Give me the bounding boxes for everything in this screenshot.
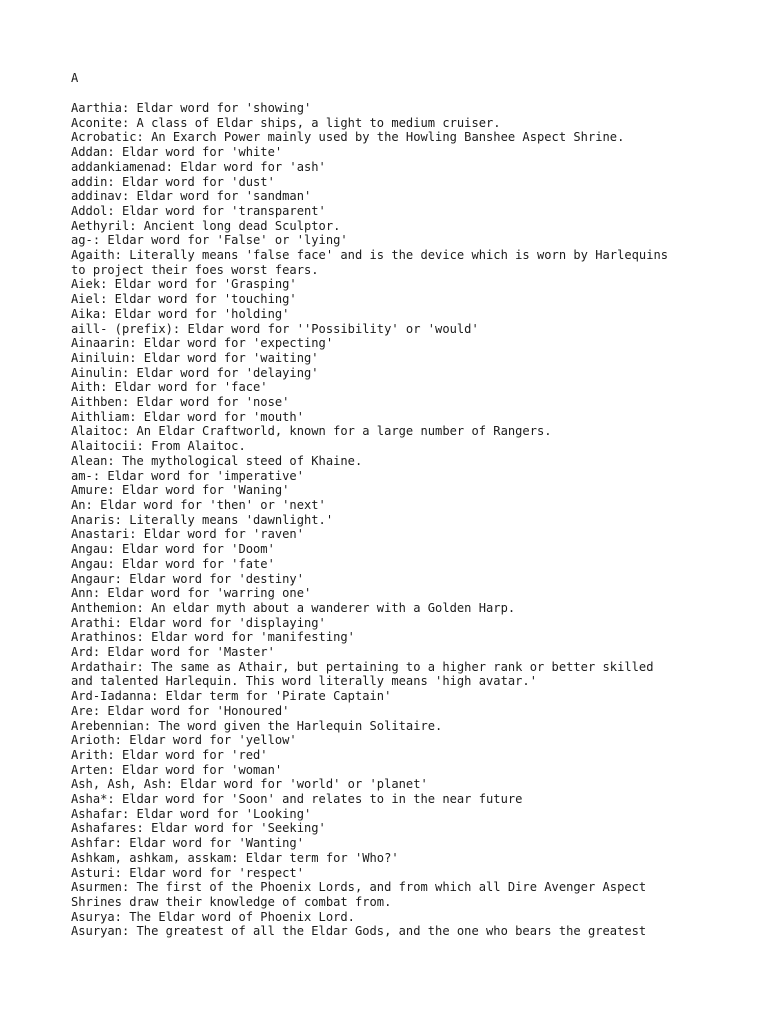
glossary-entry-list — [71, 101, 761, 939]
glossary-entry: Ainaarin: Eldar word for 'expecting' — [71, 336, 334, 351]
glossary-entry: Anaris: Literally means 'dawnlight.' — [71, 512, 334, 527]
glossary-entry: aill- (prefix): Eldar word for ''Possibility' or 'would' — [71, 321, 479, 336]
glossary-entry: Asurmen: The first of the Phoenix Lords, and from which all Dire Avenger Aspect Shrines draw their knowledge of combat from. — [71, 880, 647, 909]
glossary-entry: Asha*: Eldar word for 'Soon' and relates to in the near future — [71, 792, 523, 807]
glossary-entry: Angau: Eldar word for 'fate' — [71, 556, 275, 571]
glossary-entry: Alaitocii: From Alaitoc. — [71, 439, 246, 454]
glossary-entry: Aithben: Eldar word for 'nose' — [71, 395, 290, 410]
glossary-entry: Aiek: Eldar word for 'Grasping' — [71, 277, 297, 292]
glossary-entry: Addan: Eldar word for 'white' — [71, 145, 283, 160]
glossary-entry: An: Eldar word for 'then' or 'next' — [71, 497, 326, 512]
glossary-entry: Arathi: Eldar word for 'displaying' — [71, 615, 326, 630]
glossary-entry: Ardathair: The same as Athair, but pertaining to a higher rank or better skilled and talented Harlequin. This word literally means 'high avatar.' — [71, 659, 654, 689]
glossary-entry: Ashfar: Eldar word for 'Wanting' — [71, 836, 304, 851]
glossary-entry: Aith: Eldar word for 'face' — [71, 380, 268, 395]
glossary-entry: Aconite: A class of Eldar ships, a light to medium cruiser. — [71, 115, 501, 130]
glossary-entry: Ash, Ash, Ash: Eldar word for 'world' or 'planet' — [71, 777, 428, 792]
glossary-entry: Anthemion: An eldar myth about a wanderer with a Golden Harp. — [71, 600, 516, 615]
glossary-entry: Aethyril: Ancient long dead Sculptor. — [71, 218, 341, 233]
glossary-entry: Ainiluin: Eldar word for 'waiting' — [71, 350, 319, 365]
glossary-entry: Ashafares: Eldar word for 'Seeking' — [71, 821, 326, 836]
glossary-entry: Ashafar: Eldar word for 'Looking' — [71, 806, 312, 821]
glossary-entry: Anastari: Eldar word for 'raven' — [71, 527, 304, 542]
glossary-entry: Asurya: The Eldar word of Phoenix Lord. — [71, 909, 355, 924]
glossary-entry: Ainulin: Eldar word for 'delaying' — [71, 365, 319, 380]
glossary-entry: Angau: Eldar word for 'Doom' — [71, 542, 275, 557]
glossary-entry: ag-: Eldar word for 'False' or 'lying' — [71, 233, 348, 248]
glossary-entry: addinav: Eldar word for 'sandman' — [71, 189, 312, 204]
glossary-entry: Arathinos: Eldar word for 'manifesting' — [71, 630, 355, 645]
glossary-entry: Ard: Eldar word for 'Master' — [71, 645, 275, 660]
glossary-entry: Aiel: Eldar word for 'touching' — [71, 292, 297, 307]
glossary-entry: Ashkam, ashkam, asskam: Eldar term for 'Who?' — [71, 850, 399, 865]
glossary-entry: Aika: Eldar word for 'holding' — [71, 306, 290, 321]
glossary-entry: Alean: The mythological steed of Khaine. — [71, 453, 363, 468]
glossary-entry: addankiamenad: Eldar word for 'ash' — [71, 159, 326, 174]
glossary-entry: Arith: Eldar word for 'red' — [71, 747, 268, 762]
glossary-entry: Angaur: Eldar word for 'destiny' — [71, 571, 304, 586]
glossary-entry: Amure: Eldar word for 'Waning' — [71, 483, 290, 498]
glossary-entry: Arten: Eldar word for 'woman' — [71, 762, 283, 777]
glossary-entry: Acrobatic: An Exarch Power mainly used by the Howling Banshee Aspect Shrine. — [71, 130, 625, 145]
document-page — [71, 70, 761, 939]
glossary-entry: Arioth: Eldar word for 'yellow' — [71, 733, 297, 748]
glossary-entry: Arebennian: The word given the Harlequin Solitaire. — [71, 718, 443, 733]
glossary-entry: Ard-Iadanna: Eldar term for 'Pirate Captain' — [71, 689, 392, 704]
glossary-entry: Asuryan: The greatest of all the Eldar Gods, and the one who bears the greatest — [71, 924, 647, 939]
section-letter-heading: A — [71, 71, 79, 85]
glossary-entry: Addol: Eldar word for 'transparent' — [71, 203, 326, 218]
glossary-entry: am-: Eldar word for 'imperative' — [71, 468, 304, 483]
glossary-entry: Ann: Eldar word for 'warring one' — [71, 586, 312, 601]
glossary-entry: Aarthia: Eldar word for 'showing' — [71, 101, 312, 115]
glossary-entry: Are: Eldar word for 'Honoured' — [71, 703, 290, 718]
glossary-entry: Aithliam: Eldar word for 'mouth' — [71, 409, 304, 424]
glossary-entry: Alaitoc: An Eldar Craftworld, known for a large number of Rangers. — [71, 424, 552, 439]
glossary-entry: addin: Eldar word for 'dust' — [71, 174, 275, 189]
glossary-entry: Agaith: Literally means 'false face' and is the device which is worn by Harlequins to project their foes worst fears. — [71, 248, 669, 277]
glossary-entry: Asturi: Eldar word for 'respect' — [71, 865, 304, 880]
